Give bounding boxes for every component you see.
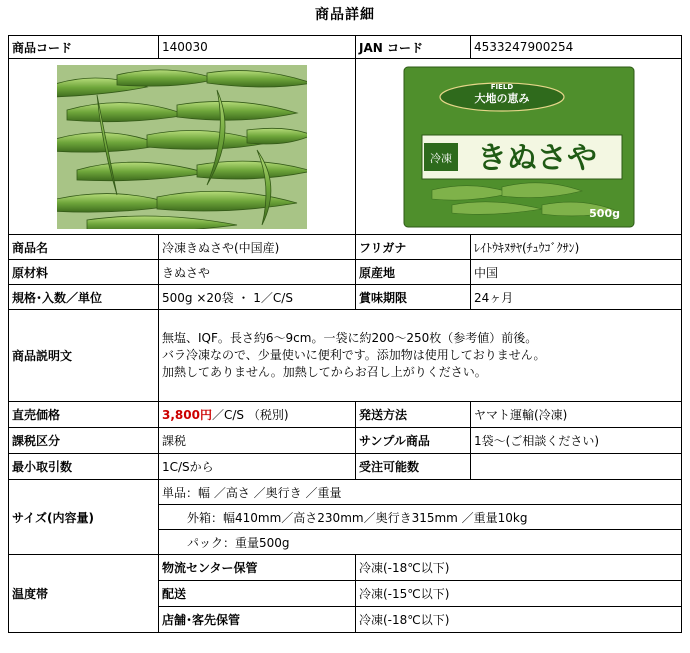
package-weight-text: 500g [588,206,620,220]
description-label: 商品説明文 [9,310,159,402]
row-ingredients [9,260,682,285]
price-label: 直売価格 [9,402,159,428]
description-line: 無塩、IQF。長さ約6～9cm。一袋に約200～250枚（参考値）前後。 [162,331,538,345]
origin-value: 中国 [471,260,682,285]
shipping-label: 発送方法 [356,402,471,428]
product-name-value: 冷凍きぬさや(中国産) [159,235,356,260]
temp-store-value: 冷凍(-18℃以下) [356,607,682,633]
temp-store-label: 店舗･客先保管 [159,607,356,633]
size-pack-line: パック：重量500g [159,530,682,555]
size-outer-line: 外箱：幅410mm／高さ230mm／奥行き315mm ／重量10kg [159,505,682,530]
package-image [392,65,646,229]
package-product-text: きぬさや [476,140,597,176]
furigana-label: フリガナ [356,235,471,260]
best-before-label: 賞味期限 [356,285,471,310]
best-before-value: 24ヶ月 [471,285,682,310]
sample-label: サンプル商品 [356,428,471,454]
orderable-label: 受注可能数 [356,454,471,480]
temp-delivery-label: 配送 [159,581,356,607]
row-tax [9,428,682,454]
origin-label: 原産地 [356,260,471,285]
product-code-label: 商品コード [9,36,159,59]
price-value [159,402,356,428]
product-code-value: 140030 [159,36,356,59]
package-cell [356,59,682,235]
orderable-value [471,454,682,480]
jan-code-value: 4533247900254 [471,36,682,59]
row-description [9,310,682,402]
row-temp-center [9,555,682,581]
product-detail-table [8,35,682,633]
temperature-label: 温度帯 [9,555,159,633]
sample-value: 1袋～(ご相談ください) [471,428,682,454]
row-spec [9,285,682,310]
temp-center-label: 物流センター保管 [159,555,356,581]
min-order-label: 最小取引数 [9,454,159,480]
jan-code-label: JAN コード [356,36,471,59]
min-order-value: 1C/Sから [159,454,356,480]
spec-label: 規格･入数／単位 [9,285,159,310]
series-name-text: 大地の恵み [474,91,529,105]
size-label: サイズ(内容量) [9,480,159,555]
temp-delivery-value: 冷凍(-15℃以下) [356,581,682,607]
shipping-value: ヤマト運輸(冷凍) [471,402,682,428]
row-price [9,402,682,428]
tax-label: 課税区分 [9,428,159,454]
row-name [9,235,682,260]
ingredients-value: きぬさや [159,260,356,285]
description-line: バラ冷凍なので、少量使いに便利です。添加物は使用しておりません。 [162,348,546,362]
furigana-value: ﾚｲﾄｳｷﾇｻﾔ(ﾁｭｳｺﾞｸｻﾝ) [471,235,682,260]
product-name-label: 商品名 [9,235,159,260]
price-amount: 3,800円 [162,408,212,422]
row-min-order [9,454,682,480]
size-unit-line: 単品：幅 ／高さ ／奥行き ／重量 [159,480,682,505]
package-tag-text: 冷凍 [429,151,452,165]
photo-cell [9,59,356,235]
row-images [9,59,682,235]
description-line: 加熱してありません。加熱してからお召し上がりください。 [162,365,487,379]
description-value [159,310,682,402]
price-suffix: ／C/S （税別) [211,408,289,422]
ingredients-label: 原材料 [9,260,159,285]
brand-logo-text: FIELD [490,82,513,91]
tax-value: 課税 [159,428,356,454]
row-codes [9,36,682,59]
temp-center-value: 冷凍(-18℃以下) [356,555,682,581]
snow-pea-photo [57,65,307,229]
spec-value: 500g ×20袋 ・ 1／C/S [159,285,356,310]
row-size-unit [9,480,682,505]
page-title: 商品詳細 [315,7,375,23]
